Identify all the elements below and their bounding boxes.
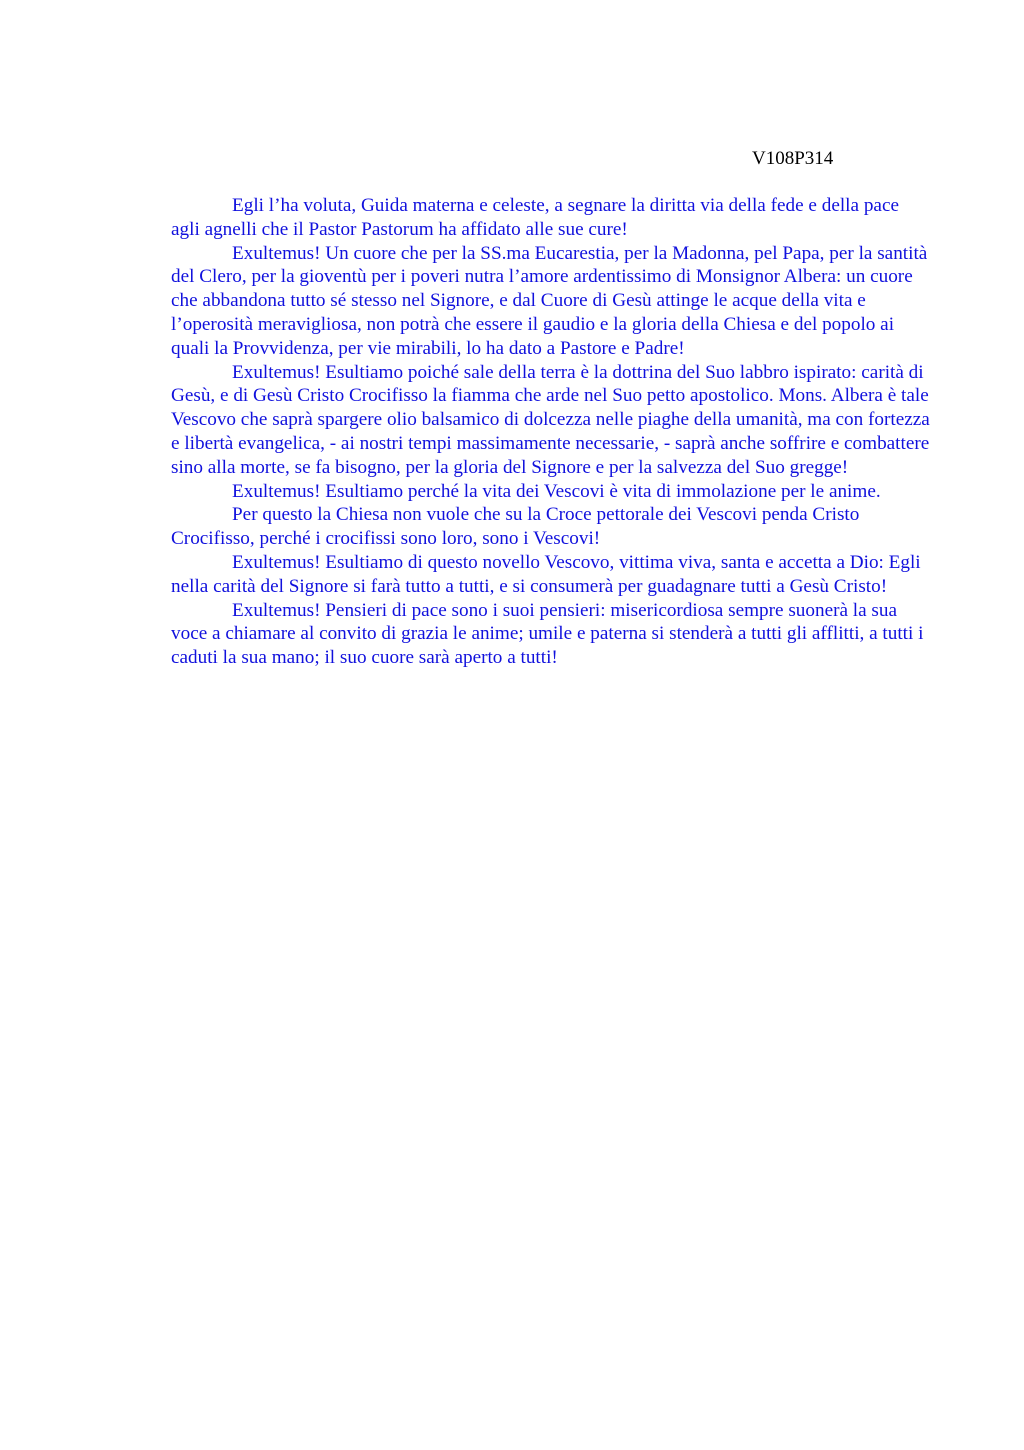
document-body	[171, 194, 931, 670]
page-code: V108P314	[752, 148, 834, 169]
paragraph: Exultemus! Un cuore che per la SS.ma Eucarestia, per la Madonna, pel Papa, per la santità del Clero, per la gioventù per i poveri nutra l’amore ardentissimo di Monsignor Albera: un cuore che abbandona tutto sé stesso nel Signore, e dal Cuore di Gesù attinge le acque della vita e l’operosità meravigliosa, non potrà che essere il gaudio e la gloria della Chiesa e del popolo ai quali la Provvidenza, per vie mirabili, lo ha dato a Pastore e Padre!	[171, 242, 928, 359]
paragraph: Per questo la Chiesa non vuole che su la Croce pettorale dei Vescovi penda Cristo Crocifisso, perché i crocifissi sono loro, sono i Vescovi!	[171, 504, 860, 550]
paragraph: Exultemus! Esultiamo poiché sale della terra è la dottrina del Suo labbro ispirato: carità di Gesù, e di Gesù Cristo Crocifisso la fiamma che arde nel Suo petto apostolico. Mons. Albera è tale Vescovo che saprà spargere olio balsamico di dolcezza nelle piaghe della umanità, ma con fortezza e libertà evangelica, - ai nostri tempi massimamente necessarie, - saprà anche soffrire e combattere sino alla morte, se fa bisogno, per la gloria del Signore e per la salvezza del Suo gregge!	[171, 361, 930, 478]
paragraph: Exultemus! Esultiamo perché la vita dei Vescovi è vita di immolazione per le anime.	[232, 480, 881, 502]
paragraph: Egli l’ha voluta, Guida materna e celeste, a segnare la diritta via della fede e della pace agli agnelli che il Pastor Pastorum ha affidato alle sue cure!	[171, 195, 899, 240]
paragraph: Exultemus! Esultiamo di questo novello Vescovo, vittima viva, santa e accetta a Dio: Egli nella carità del Signore si farà tutto a tutti, e si consumerà per guadagnare tutti a Gesù Cristo!	[171, 551, 921, 597]
paragraph: Exultemus! Pensieri di pace sono i suoi pensieri: misericordiosa sempre suonerà la sua voce a chiamare al convito di grazia le anime; umile e paterna si stenderà a tutti gli afflitti, a tutti i caduti la sua mano; il suo cuore sarà aperto a tutti!	[171, 599, 924, 669]
